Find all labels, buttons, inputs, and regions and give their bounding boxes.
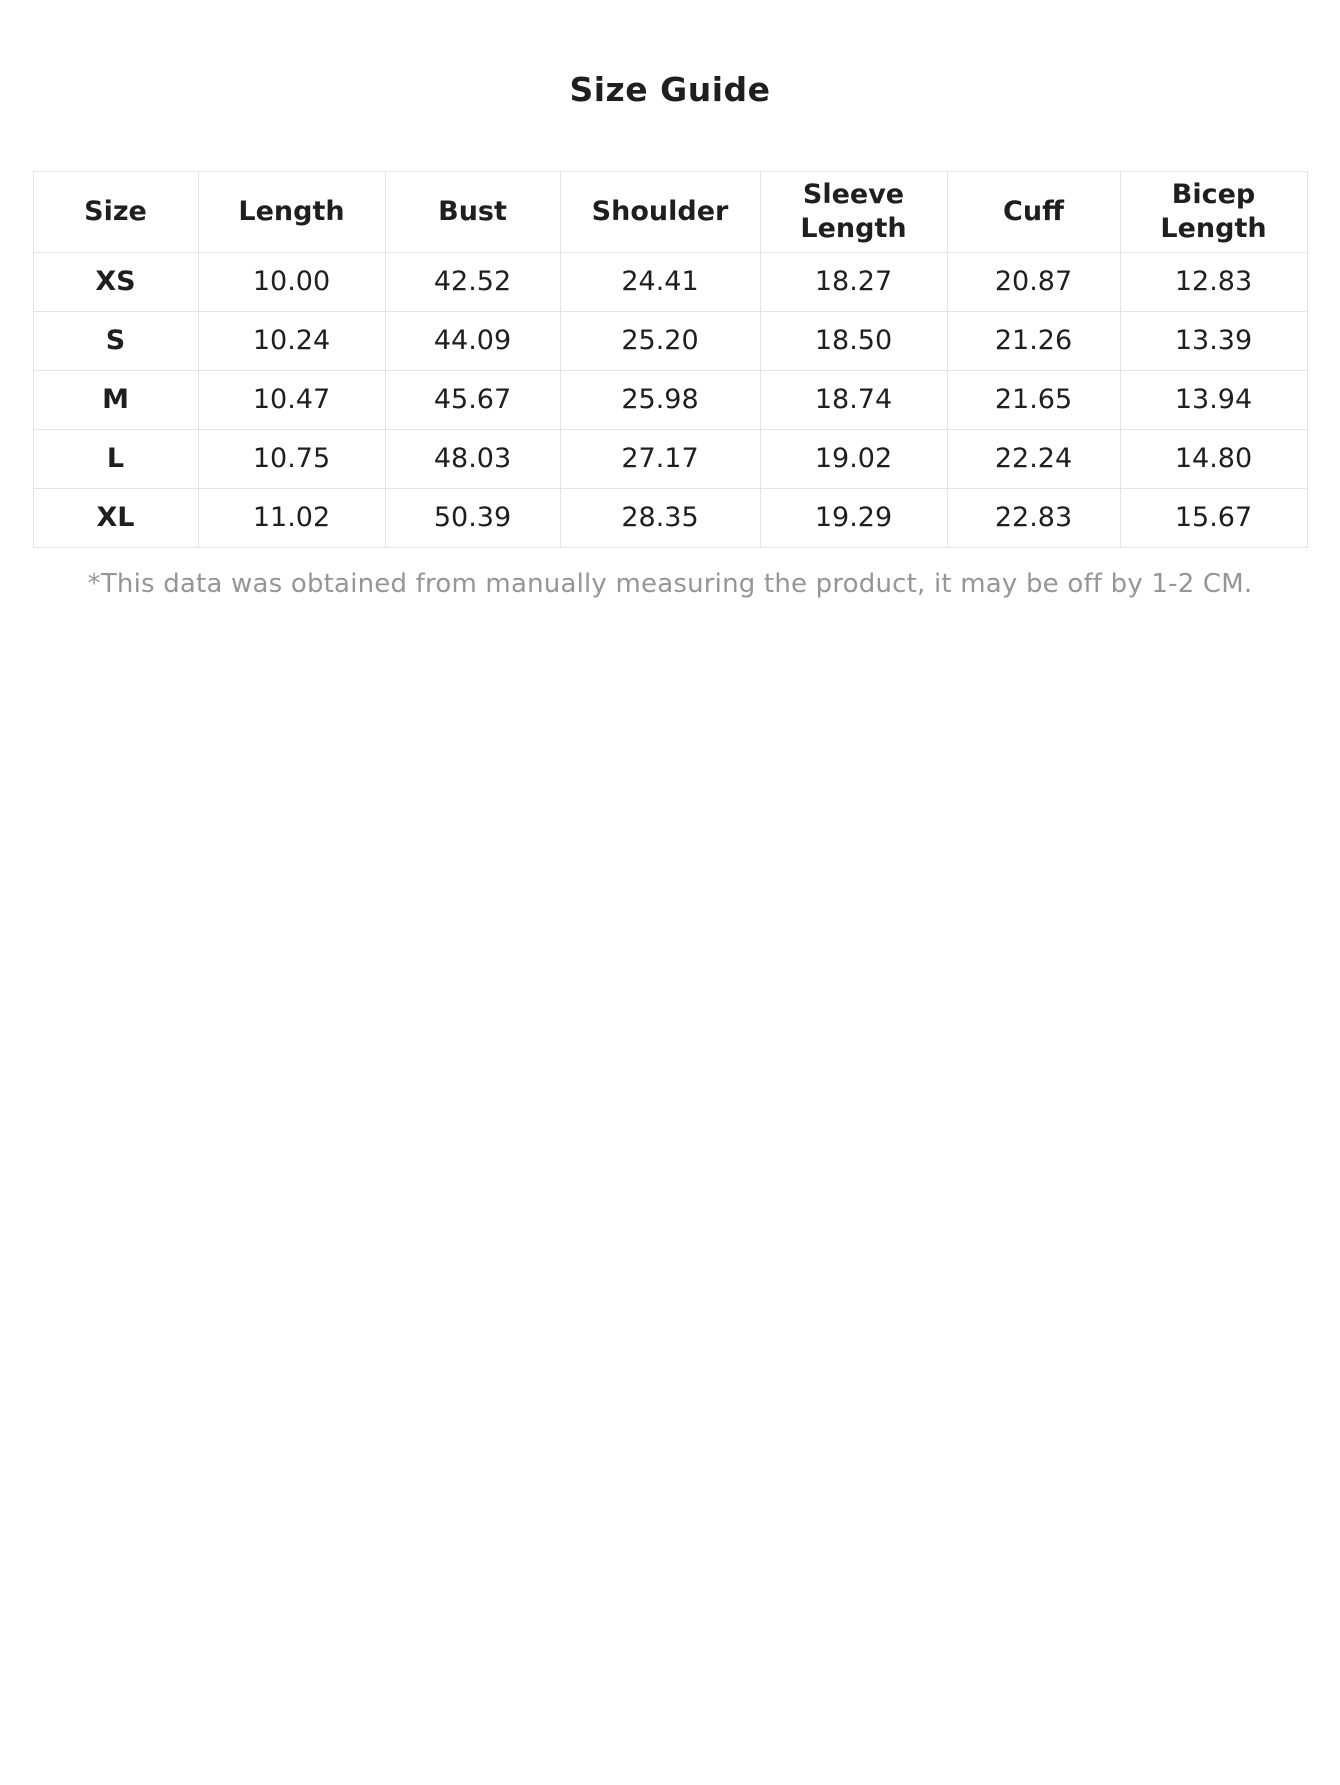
size-cell: S — [33, 311, 198, 370]
size-cell: XS — [33, 252, 198, 311]
size-guide-page — [0, 0, 1340, 599]
column-header-sleeve-length: Sleeve Length — [760, 172, 947, 253]
measurement-cell: 12.83 — [1120, 252, 1307, 311]
column-header-size: Size — [33, 172, 198, 253]
table-row-m — [33, 370, 1307, 429]
measurement-cell: 27.17 — [560, 429, 760, 488]
measurement-cell: 50.39 — [385, 488, 560, 547]
size-cell: L — [33, 429, 198, 488]
measurement-cell: 11.02 — [198, 488, 385, 547]
measurement-cell: 18.74 — [760, 370, 947, 429]
measurement-cell: 13.94 — [1120, 370, 1307, 429]
measurement-disclaimer: *This data was obtained from manually measuring the product, it may be off by 1-2 CM. — [87, 568, 1253, 599]
measurement-cell: 20.87 — [947, 252, 1120, 311]
measurement-cell: 48.03 — [385, 429, 560, 488]
size-cell: XL — [33, 488, 198, 547]
measurement-cell: 22.83 — [947, 488, 1120, 547]
measurement-cell: 25.98 — [560, 370, 760, 429]
column-header-bust: Bust — [385, 172, 560, 253]
measurement-cell: 44.09 — [385, 311, 560, 370]
measurement-cell: 10.47 — [198, 370, 385, 429]
measurement-cell: 22.24 — [947, 429, 1120, 488]
column-header-shoulder: Shoulder — [560, 172, 760, 253]
measurement-cell: 19.29 — [760, 488, 947, 547]
column-header-length: Length — [198, 172, 385, 253]
measurement-cell: 13.39 — [1120, 311, 1307, 370]
measurement-cell: 18.27 — [760, 252, 947, 311]
size-cell: M — [33, 370, 198, 429]
column-header-cuff: Cuff — [947, 172, 1120, 253]
measurement-cell: 25.20 — [560, 311, 760, 370]
size-table — [33, 171, 1308, 548]
measurement-cell: 21.65 — [947, 370, 1120, 429]
measurement-cell: 10.75 — [198, 429, 385, 488]
page-title: Size Guide — [569, 70, 771, 109]
measurement-cell: 15.67 — [1120, 488, 1307, 547]
table-row-l — [33, 429, 1307, 488]
measurement-cell: 14.80 — [1120, 429, 1307, 488]
measurement-cell: 10.00 — [198, 252, 385, 311]
measurement-cell: 10.24 — [198, 311, 385, 370]
table-row-xs — [33, 252, 1307, 311]
table-row-xl — [33, 488, 1307, 547]
measurement-cell: 42.52 — [385, 252, 560, 311]
header-row — [33, 172, 1307, 253]
measurement-cell: 45.67 — [385, 370, 560, 429]
column-header-bicep-length: Bicep Length — [1120, 172, 1307, 253]
measurement-cell: 21.26 — [947, 311, 1120, 370]
table-row-s — [33, 311, 1307, 370]
measurement-cell: 24.41 — [560, 252, 760, 311]
measurement-cell: 28.35 — [560, 488, 760, 547]
measurement-cell: 18.50 — [760, 311, 947, 370]
measurement-cell: 19.02 — [760, 429, 947, 488]
